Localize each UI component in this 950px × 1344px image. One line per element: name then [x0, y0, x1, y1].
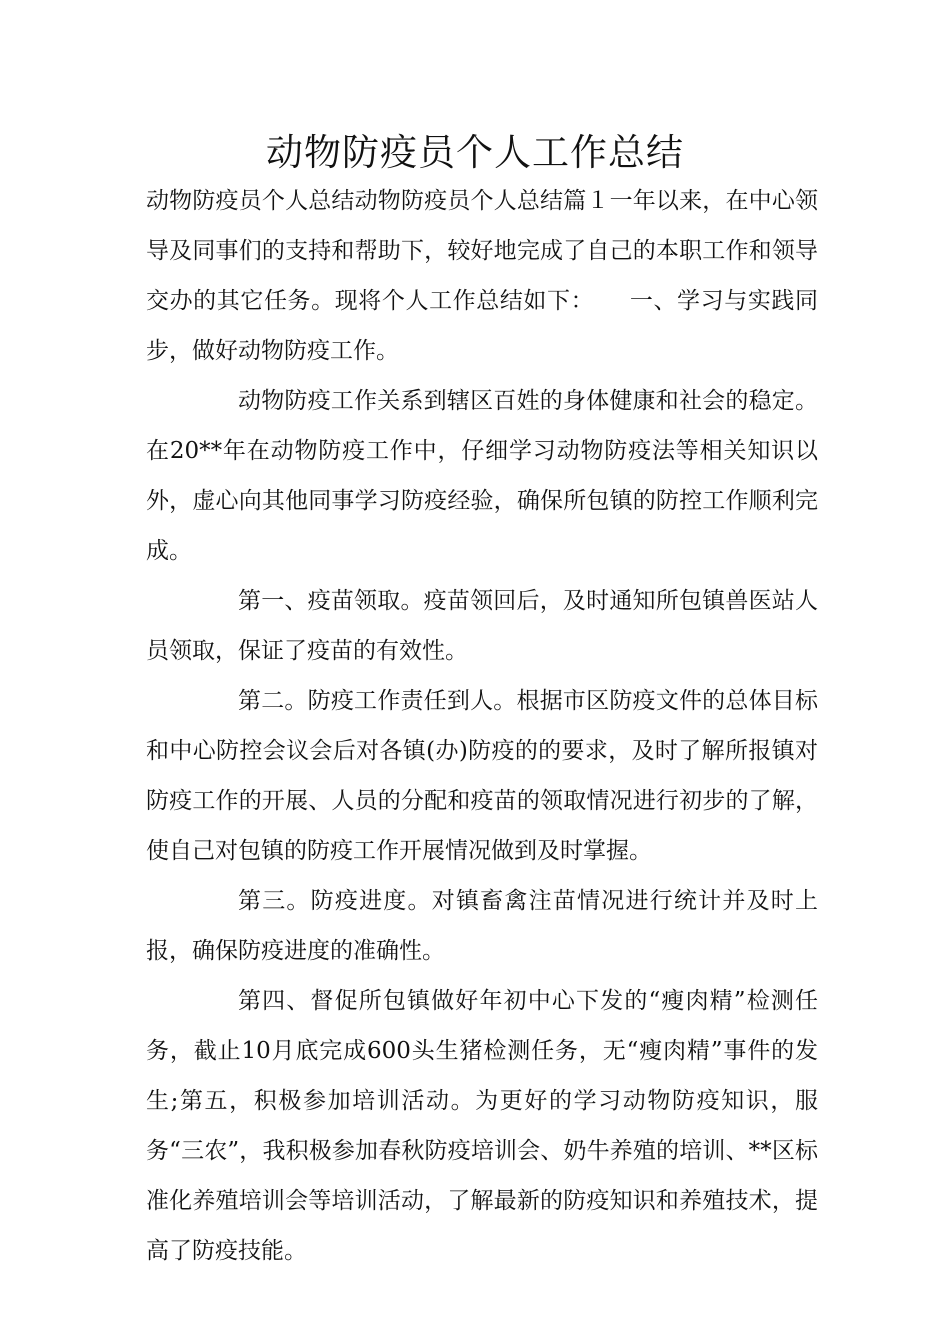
document-title: 动物防疫员个人工作总结	[266, 131, 684, 174]
paragraph-epidemic-importance: 动物防疫工作关系到辖区百姓的身体健康和社会的稳定。在20**年在动物防疫工作中，仔细学习动物防疫法等相关知识以外，虚心向其他同事学习防疫经验，确保所包镇的防控工作顺利完成。	[146, 388, 818, 564]
paragraph-vaccine-collection: 第一、疫苗领取。疫苗领回后，及时通知所包镇兽医站人员领取，保证了疫苗的有效性。	[146, 588, 818, 664]
paragraph-testing-training: 第四、督促所包镇做好年初中心下发的“瘦肉精”检测任务，截止10月底完成600头生猪检测任务，无“瘦肉精”事件的发生;第五，积极参加培训活动。为更好的学习动物防疫知识，服务“三农”，我积极参加春秋防疫培训会、奶牛养殖的培训、**区标准化养殖培训会等培训活动，了解最新的防疫知识和养殖技术，提高了防疫技能。	[146, 988, 818, 1264]
paragraph-intro: 动物防疫员个人总结动物防疫员个人总结篇１一年以来，在中心领导及同事们的支持和帮助下，较好地完成了自己的本职工作和领导交办的其它任务。现将个人工作总结如下： 一、学习与实践同步，做好动物防疫工作。	[146, 188, 818, 364]
paragraph-progress: 第三。防疫进度。对镇畜禽注苗情况进行统计并及时上报，确保防疫进度的准确性。	[146, 888, 818, 964]
document-body	[146, 176, 818, 1276]
paragraph-responsibility: 第二。防疫工作责任到人。根据市区防疫文件的总体目标和中心防控会议会后对各镇(办)防疫的的要求，及时了解所报镇对防疫工作的开展、人员的分配和疫苗的领取情况进行初步的了解，使自己对包镇的防疫工作开展情况做到及时掌握。	[146, 688, 818, 864]
